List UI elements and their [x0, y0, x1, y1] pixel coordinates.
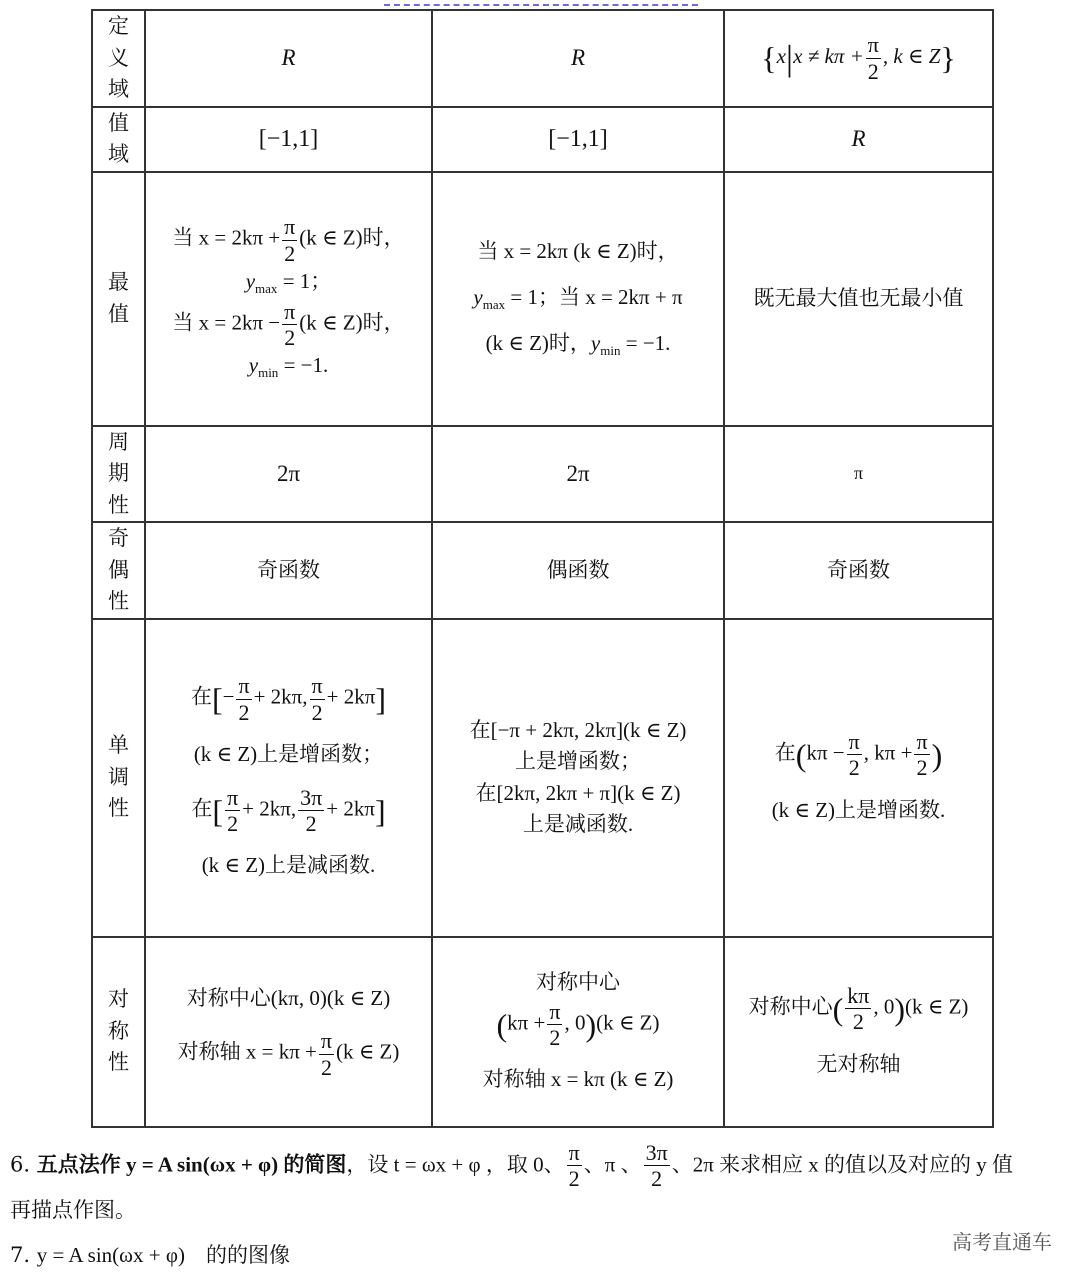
- extrema-sin: 当 x = 2kπ + $\frac{\pi}{2}$ (k ∈ Z)时， $y_{max} = 1$； 当 x = 2kπ − $\frac{\pi}{2}$ (k ∈ Z)时， $y_{min} = -1$.: [145, 172, 432, 426]
- row-range: [92, 107, 993, 172]
- period-cos: 2π: [432, 426, 724, 523]
- trig-properties-table: [91, 9, 994, 1128]
- row-symmetry: [92, 937, 993, 1127]
- range-sin: [−1,1]: [145, 107, 432, 172]
- row-header-extrema: 最 值: [92, 172, 145, 426]
- row-header-period: 周 期 性: [92, 426, 145, 523]
- parity-tan: 奇函数: [724, 522, 993, 619]
- row-header-parity: 奇 偶 性: [92, 522, 145, 619]
- period-tan: π: [724, 426, 993, 523]
- top-dashed-line: [384, 4, 698, 6]
- row-domain: [92, 10, 993, 107]
- row-header-range: 值 域: [92, 107, 145, 172]
- row-period: [92, 426, 993, 523]
- parity-cos: 偶函数: [432, 522, 724, 619]
- row-monotonic: [92, 619, 993, 937]
- domain-cos: R: [432, 10, 724, 107]
- row-extrema: [92, 172, 993, 426]
- item-7: 7. y = A sin(ωx + φ) 的的图像: [10, 1243, 290, 1267]
- monotonic-cos: 在[−π + 2kπ, 2kπ](k ∈ Z) 上是增函数； 在[2kπ, 2kπ + π](k ∈ Z) 上是减函数.: [432, 619, 724, 937]
- row-header-domain: 定 义 域: [92, 10, 145, 107]
- pi-over-2: $\frac{\pi}{2}$: [867, 32, 879, 84]
- watermark-label: 高考直通车: [952, 1230, 1052, 1254]
- item-6: 6. 五点法作 y = A sin(ωx + φ) 的简图，设 t = ωx + φ ，取 0、 $\frac{\pi}{2}$ 、π 、 $\frac{3\pi}{2}$ 、2π 来求相应 x 的值以及对应的 y 值: [10, 1140, 1014, 1192]
- parity-sin: 奇函数: [145, 522, 432, 619]
- domain-tan: {x|x ≠ kπ + $\frac{\pi}{2}$ , k ∈ Z}: [724, 10, 993, 107]
- monotonic-sin: 在[− $\frac{\pi}{2}$ + 2kπ, $\frac{\pi}{2}$ + 2kπ] (k ∈ Z)上是增函数； 在[ $\frac{\pi}{2}$ + 2kπ, $\frac{3\pi}{2}$ + 2kπ] (k ∈ Z)上是减函数.: [145, 619, 432, 937]
- symmetry-sin: 对称中心(kπ, 0)(k ∈ Z) 对称轴 x = kπ + $\frac{\pi}{2}$ (k ∈ Z): [145, 937, 432, 1127]
- extrema-cos: 当 x = 2kπ (k ∈ Z)时， $y_{max} = 1$；当 x = 2kπ + π (k ∈ Z)时，$y_{min} = -1$.: [432, 172, 724, 426]
- symmetry-cos: 对称中心 (kπ + $\frac{\pi}{2}$ , 0)(k ∈ Z) 对称轴 x = kπ (k ∈ Z): [432, 937, 724, 1127]
- domain-sin: R: [145, 10, 432, 107]
- range-tan: R: [724, 107, 993, 172]
- row-header-monotonic: 单 调 性: [92, 619, 145, 937]
- range-cos: [−1,1]: [432, 107, 724, 172]
- item-6-line-2: 再描点作图。: [10, 1198, 136, 1222]
- monotonic-tan: 在(kπ − $\frac{\pi}{2}$ , kπ + $\frac{\pi}{2}$ ) (k ∈ Z)上是增函数.: [724, 619, 993, 937]
- period-sin: 2π: [145, 426, 432, 523]
- extrema-tan: 既无最大值也无最小值: [724, 172, 993, 426]
- row-parity: [92, 522, 993, 619]
- symmetry-tan: 对称中心( $\frac{k\pi}{2}$ , 0)(k ∈ Z) 无对称轴: [724, 937, 993, 1127]
- row-header-symmetry: 对 称 性: [92, 937, 145, 1127]
